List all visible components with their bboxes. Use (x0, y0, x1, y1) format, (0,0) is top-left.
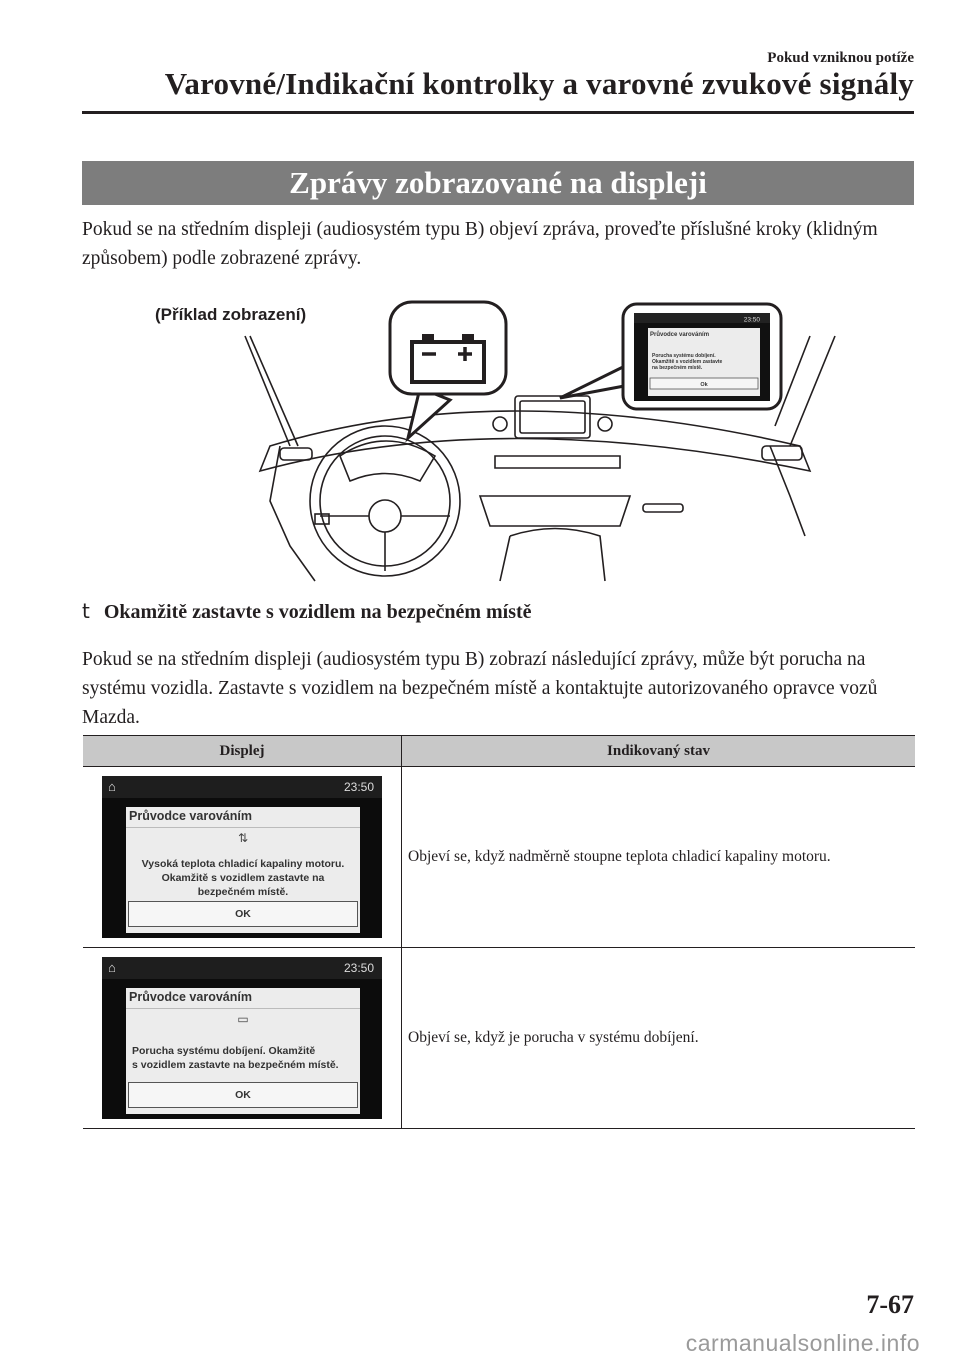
illus-screen-button: Ok (700, 382, 708, 388)
illustration-caption: (Příklad zobrazení) (155, 305, 307, 324)
warning-card (126, 988, 360, 1114)
warning-message-line: s vozidlem zastavte na bezpečném místě. (132, 1059, 339, 1071)
table-row (83, 948, 915, 1129)
ok-button: OK (128, 1082, 358, 1108)
table-header-display: Displej (83, 736, 402, 767)
watermark: carmanualsonline.info (685, 1330, 920, 1356)
table-header-row (83, 736, 915, 767)
subsection-heading (82, 599, 532, 624)
warning-message-line: Porucha systému dobíjení. Okamžitě (132, 1045, 316, 1057)
illus-screen-msg-3: na bezpečném místě. (652, 365, 703, 371)
warning-card (126, 807, 360, 933)
display-screenshot (102, 776, 382, 938)
display-screenshot (102, 957, 382, 1119)
divider (126, 1008, 360, 1009)
illus-screen-msg-1: Porucha systému dobíjení. (652, 353, 716, 359)
battery-icon: ▭ (237, 1012, 249, 1026)
illus-screen-msg-2: Okamžitě s vozidlem zastavte (652, 359, 723, 365)
illus-screen-title: Průvodce varováním (650, 332, 710, 338)
warning-message-line: Vysoká teplota chladicí kapaliny motoru. (141, 858, 345, 870)
bullet-marker: t (82, 599, 90, 623)
warning-card-title: Průvodce varováním (129, 990, 252, 1004)
table-row (83, 767, 915, 948)
section-banner: Zprávy zobrazované na displeji (82, 161, 914, 205)
divider (126, 827, 360, 828)
warning-message-line: Okamžitě s vozidlem zastavte na (161, 872, 325, 884)
dashboard-illustration (150, 296, 850, 586)
intro-paragraph: Pokud se na středním displeji (audiosystém typu B) objeví zpráva, proveďte příslušné kroky (klidným způsobem) podle zobrazené zprávy. (82, 219, 878, 269)
ok-button: OK (128, 901, 358, 927)
table-cell-display (83, 948, 402, 1129)
illus-screen-time: 23:50 (743, 316, 760, 324)
home-icon: ⌂ (108, 779, 116, 794)
warning-message (132, 1044, 354, 1072)
page-number: 7-67 (866, 1290, 914, 1319)
warning-messages-table (83, 735, 915, 1129)
table-cell-state: Objeví se, když nadměrně stoupne teplota chladicí kapaliny motoru. (402, 767, 916, 948)
warning-card-title: Průvodce varováním (129, 809, 252, 823)
warning-message (132, 857, 354, 899)
subsection-paragraph: Pokud se na středním displeji (audiosystém typu B) zobrazí následující zprávy, může být porucha na systému vozidla. Zastavte s vozidlem na bezpečném místě a kontaktujte autorizovaného opravce vozů Mazda. (82, 649, 878, 728)
screen-time: 23:50 (343, 780, 374, 794)
warning-message-line: bezpečném místě. (197, 886, 289, 898)
subsection-heading-text: Okamžitě zastavte s vozidlem na bezpečném místě (103, 601, 532, 623)
coolant-temperature-icon: ⇅ (237, 831, 249, 845)
table-cell-state: Objeví se, když je porucha v systému dobíjení. (402, 948, 916, 1129)
home-icon: ⌂ (108, 960, 116, 975)
screen-time: 23:50 (343, 961, 374, 975)
table-cell-display (83, 767, 402, 948)
status-bar (102, 776, 382, 798)
header-rule (82, 111, 914, 114)
status-bar (102, 957, 382, 979)
section-title: Pokud vzniknou potíže (767, 50, 914, 66)
table-header-state: Indikovaný stav (402, 736, 916, 767)
chapter-title: Varovné/Indikační kontrolky a varovné zvukové signály (164, 66, 914, 101)
